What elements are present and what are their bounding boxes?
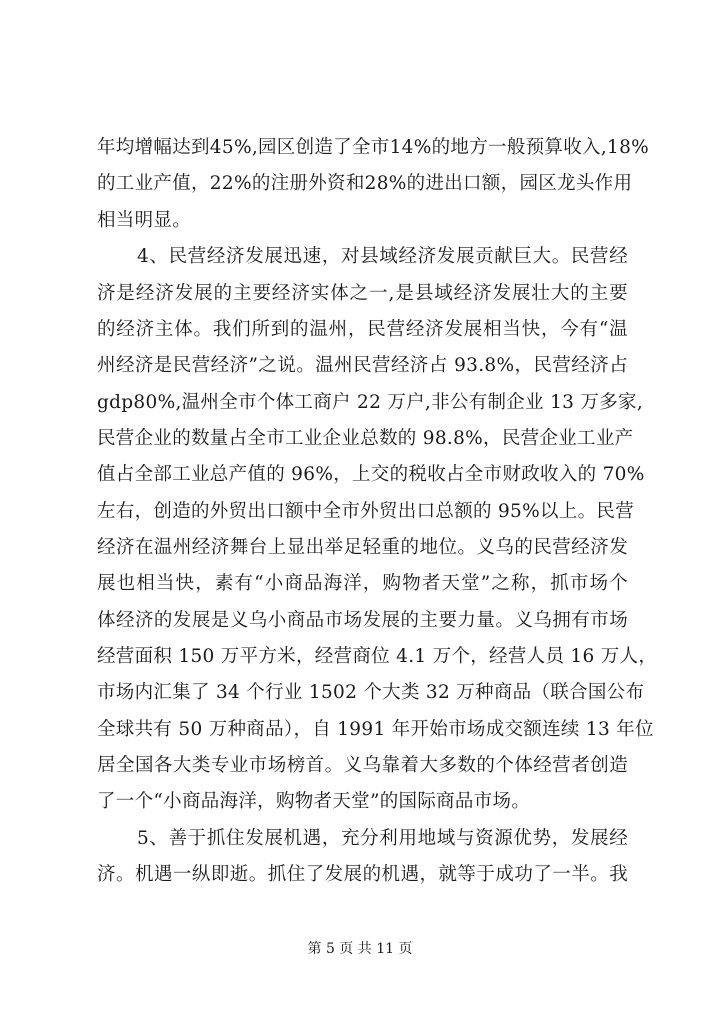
text-line: 济是经济发展的主要经济实体之一,是县域经济发展壮大的主要 [97,283,628,304]
paragraph-heading-line: 4、民营经济发展迅速，对县域经济发展贡献巨大。民营经 [137,246,628,267]
text-line: 居全国各大类专业市场榜首。义乌靠着大多数的个体经营者创造 [97,755,628,776]
text-line: 济。机遇一纵即逝。抓住了发展的机遇，就等于成功了一半。我 [97,864,628,885]
text-line: 了一个“小商品海洋，购物者天堂”的国际商品市场。 [97,791,531,812]
text-line: 体经济的发展是义乌小商品市场发展的主要力量。义乌拥有市场 [97,610,628,631]
text-line: 年均增幅达到45%,园区创造了全市14%的地方一般预算收入,18% [97,137,650,158]
page-number-footer: 第 5 页 共 11 页 [307,941,413,957]
text-line: 民营企业的数量占全市工业企业总数的 98.8%，民营企业工业产 [97,428,634,449]
text-line: 相当明显。 [97,210,192,231]
text-line: 经济在温州经济舞台上显出举足轻重的地位。义乌的民营经济发 [97,537,628,558]
text-line: 市场内汇集了 34 个行业 1502 个大类 32 万种商品（联合国公布 [97,682,645,703]
text-line: 州经济是民营经济”之说。温州民营经济占 93.8%，民营经济占 [97,355,628,376]
text-line: 值占全部工业总产值的 96%，上交的税收占全市财政收入的 70% [97,464,645,485]
text-line: 经营面积 150 万平方米，经营商位 4.1 万个，经营人员 16 万人， [97,646,658,667]
text-line: gdp80%,温州全市个体工商户 22 万户,非公有制企业 13 万多家, [97,392,643,413]
text-line: 全球共有 50 万种商品），自 1991 年开始市场成交额连续 13 年位 [97,719,654,740]
text-line: 展也相当快，素有“小商品海洋，购物者天堂”之称，抓市场个 [97,573,628,594]
text-line: 的经济主体。我们所到的温州，民营经济发展相当快，今有“温 [97,319,628,340]
paragraph-heading-line: 5、善于抓住发展机遇，充分利用地域与资源优势，发展经 [137,828,628,849]
text-line: 左右，创造的外贸出口额中全市外贸出口总额的 95%以上。民营 [97,501,635,522]
text-line: 的工业产值，22%的注册外资和28%的进出口额，园区龙头作用 [97,173,633,194]
